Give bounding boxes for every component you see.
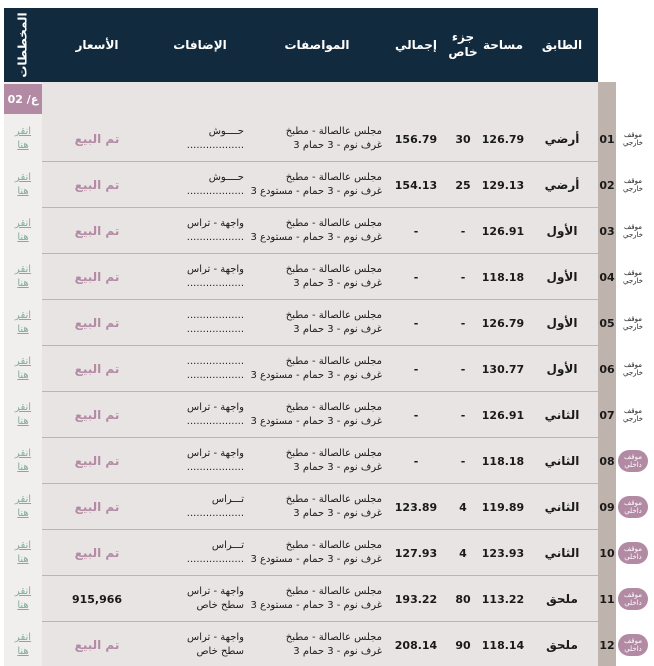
price-cell: تم البيع xyxy=(74,362,120,376)
additions-cell xyxy=(152,392,248,438)
specs-line: 3 غرف نوم - 3 حمام - مستودع xyxy=(250,554,382,565)
table-row xyxy=(42,530,598,576)
additions-cell xyxy=(152,300,248,346)
specs-line: 3 غرف نوم - 3 حمام - مستودع xyxy=(250,186,382,197)
specs-line: مجلس عالصالة - مطبخ xyxy=(285,264,382,275)
row-number: 02 xyxy=(599,178,615,192)
specs-line: مجلس عالصالة - مطبخ xyxy=(285,494,382,505)
private-part-cell: 90 xyxy=(455,638,471,652)
specs-line: مجلس عالصالة - مطبخ xyxy=(285,540,382,551)
area-cell: 126.91 xyxy=(481,408,525,422)
specs-line: 3 غرف نوم - 3 حمام xyxy=(293,462,382,473)
scheme-link-text[interactable]: هنا xyxy=(17,324,29,335)
specs-cell xyxy=(248,162,386,208)
total-cell: - xyxy=(413,316,419,330)
price-cell: 915,966 xyxy=(71,592,123,606)
total-header: إجمالي xyxy=(395,37,437,52)
row-number: 10 xyxy=(599,546,615,560)
total-cell: 127.93 xyxy=(394,546,438,560)
row-number: 11 xyxy=(599,592,615,606)
specs-line: 3 غرف نوم - 3 حمام xyxy=(293,508,382,519)
floor-cell: الثاني xyxy=(544,408,580,422)
table-row xyxy=(42,622,598,666)
parking-badge: موقف خارجي xyxy=(618,220,648,242)
scheme-link-text[interactable]: انقر xyxy=(14,218,32,229)
additions-line: .................. xyxy=(186,508,244,519)
row-number: 03 xyxy=(599,224,615,238)
scheme-link[interactable] xyxy=(4,346,42,392)
parking-badge: موقف داخلي xyxy=(618,542,648,564)
scheme-link-text[interactable]: انقر xyxy=(14,632,32,643)
area-cell: 118.14 xyxy=(481,638,525,652)
scheme-link-text[interactable]: انقر xyxy=(14,126,32,137)
total-cell: 193.22 xyxy=(394,592,438,606)
table-row xyxy=(42,208,598,254)
price-cell: تم البيع xyxy=(74,178,120,192)
total-cell: - xyxy=(413,408,419,422)
additions-cell xyxy=(152,116,248,162)
table-row xyxy=(42,576,598,622)
private-part-cell: - xyxy=(460,362,466,376)
private-part-header: جزء خاص xyxy=(448,30,478,59)
specs-cell xyxy=(248,576,386,622)
additions-cell xyxy=(152,346,248,392)
parking-badge: موقف خارجي xyxy=(618,266,648,288)
specs-cell xyxy=(248,254,386,300)
additions-line: سطح خاص xyxy=(196,600,244,611)
parking-badge: موقف خارجي xyxy=(618,312,648,334)
area-cell: 123.93 xyxy=(481,546,525,560)
specs-header: المواصفات xyxy=(284,37,350,52)
floor-cell: أرضي xyxy=(544,132,580,146)
price-cell: تم البيع xyxy=(74,408,120,422)
row-number: 08 xyxy=(599,454,615,468)
private-part-cell: 4 xyxy=(459,546,467,560)
scheme-link[interactable] xyxy=(4,208,42,254)
specs-cell xyxy=(248,346,386,392)
additions-header: الإضافات xyxy=(173,37,227,52)
additions-line: حــــوش xyxy=(208,172,244,183)
table-row xyxy=(42,438,598,484)
specs-line: 3 غرف نوم - 3 حمام - مستودع xyxy=(250,416,382,427)
scheme-link-text[interactable]: هنا xyxy=(17,278,29,289)
price-cell: تم البيع xyxy=(74,132,120,146)
additions-line: .................. xyxy=(186,370,244,381)
scheme-link-text[interactable]: هنا xyxy=(17,232,29,243)
price-cell: تم البيع xyxy=(74,454,120,468)
row-number: 12 xyxy=(599,638,615,652)
additions-line: واجهة - تراس xyxy=(186,586,244,597)
scheme-link[interactable] xyxy=(4,254,42,300)
additions-line: تـــراس xyxy=(211,494,244,505)
area-cell: 119.89 xyxy=(481,500,525,514)
floor-cell: أرضي xyxy=(544,178,580,192)
floor-header: الطابق xyxy=(541,37,583,52)
specs-line: مجلس عالصالة - مطبخ xyxy=(285,126,382,137)
table-row xyxy=(42,162,598,208)
scheme-link-text[interactable]: انقر xyxy=(14,494,32,505)
area-cell: 126.79 xyxy=(481,132,525,146)
area-cell: 118.18 xyxy=(481,454,525,468)
scheme-link-text[interactable]: هنا xyxy=(17,140,29,151)
scheme-link-text[interactable]: هنا xyxy=(17,462,29,473)
specs-line: 3 غرف نوم - 3 حمام xyxy=(293,646,382,657)
parking-badge: موقف داخلي xyxy=(618,588,648,610)
floor-cell: الأول xyxy=(546,316,578,330)
additions-line: .................. xyxy=(186,554,244,565)
additions-line: .................. xyxy=(186,278,244,289)
price-cell: تم البيع xyxy=(74,500,120,514)
scheme-link-text[interactable]: انقر xyxy=(14,310,32,321)
specs-line: مجلس عالصالة - مطبخ xyxy=(285,402,382,413)
additions-line: .................. xyxy=(186,462,244,473)
table-header xyxy=(42,8,598,82)
area-cell: 129.13 xyxy=(481,178,525,192)
additions-line: .................. xyxy=(186,324,244,335)
private-part-cell: 30 xyxy=(455,132,471,146)
additions-cell xyxy=(152,622,248,666)
additions-line: .................. xyxy=(186,416,244,427)
additions-line: واجهة - تراس xyxy=(186,448,244,459)
additions-line: .................. xyxy=(186,232,244,243)
total-cell: - xyxy=(413,224,419,238)
parking-badge: موقف خارجي xyxy=(618,174,648,196)
parking-badge: موقف خارجي xyxy=(618,404,648,426)
scheme-link[interactable] xyxy=(4,576,42,622)
scheme-link[interactable] xyxy=(4,392,42,438)
private-part-cell: 25 xyxy=(455,178,471,192)
price-cell: تم البيع xyxy=(74,270,120,284)
floor-cell: الثاني xyxy=(544,546,580,560)
table-row xyxy=(42,484,598,530)
table-row xyxy=(42,254,598,300)
scheme-link[interactable] xyxy=(4,116,42,162)
scheme-link-text[interactable]: هنا xyxy=(17,646,29,657)
price-cell: تم البيع xyxy=(74,316,120,330)
row-number: 06 xyxy=(599,362,615,376)
specs-line: مجلس عالصالة - مطبخ xyxy=(285,586,382,597)
table-row xyxy=(42,346,598,392)
table-row xyxy=(42,392,598,438)
specs-cell xyxy=(248,622,386,666)
parking-badge: موقف داخلي xyxy=(618,496,648,518)
floor-cell: الأول xyxy=(546,224,578,238)
scheme-link-text[interactable]: هنا xyxy=(17,186,29,197)
specs-line: 3 غرف نوم - 3 حمام xyxy=(293,140,382,151)
total-cell: - xyxy=(413,454,419,468)
scheme-link-text[interactable]: انقر xyxy=(14,356,32,367)
specs-cell xyxy=(248,208,386,254)
total-cell: 156.79 xyxy=(394,132,438,146)
scheme-link[interactable] xyxy=(4,530,42,576)
specs-line: 3 غرف نوم - 3 حمام xyxy=(293,278,382,289)
scheme-link-text[interactable]: انقر xyxy=(14,264,32,275)
additions-cell xyxy=(152,254,248,300)
additions-cell xyxy=(152,576,248,622)
total-cell: 154.13 xyxy=(394,178,438,192)
additions-line: واجهة - تراس xyxy=(186,632,244,643)
parking-badge: موقف داخلي xyxy=(618,450,648,472)
specs-line: مجلس عالصالة - مطبخ xyxy=(285,218,382,229)
total-cell: 208.14 xyxy=(394,638,438,652)
additions-line: واجهة - تراس xyxy=(186,402,244,413)
scheme-link-text[interactable]: هنا xyxy=(17,416,29,427)
specs-line: 3 غرف نوم - 3 حمام - مستودع xyxy=(250,600,382,611)
specs-line: مجلس عالصالة - مطبخ xyxy=(285,356,382,367)
scheme-link[interactable] xyxy=(4,438,42,484)
floor-cell: الثاني xyxy=(544,454,580,468)
scheme-link-text[interactable]: هنا xyxy=(17,508,29,519)
prices-header: الأسعار xyxy=(75,37,119,52)
scheme-link-text[interactable]: انقر xyxy=(14,402,32,413)
floor-cell: الأول xyxy=(546,362,578,376)
private-part-cell: 80 xyxy=(455,592,471,606)
private-part-cell: - xyxy=(460,408,466,422)
total-cell: - xyxy=(413,270,419,284)
scheme-link[interactable] xyxy=(4,622,42,666)
unit-code-badge: ع/ 02 xyxy=(4,84,42,114)
additions-line: .................. xyxy=(186,186,244,197)
additions-cell xyxy=(152,484,248,530)
area-cell: 130.77 xyxy=(481,362,525,376)
price-cell: تم البيع xyxy=(74,224,120,238)
row-number: 07 xyxy=(599,408,615,422)
specs-line: مجلس عالصالة - مطبخ xyxy=(285,310,382,321)
scheme-link-text[interactable]: هنا xyxy=(17,600,29,611)
specs-line: مجلس عالصالة - مطبخ xyxy=(285,632,382,643)
specs-cell xyxy=(248,438,386,484)
area-cell: 118.18 xyxy=(481,270,525,284)
additions-cell xyxy=(152,530,248,576)
total-cell: 123.89 xyxy=(394,500,438,514)
scheme-link[interactable] xyxy=(4,162,42,208)
total-cell: - xyxy=(413,362,419,376)
private-part-cell: 4 xyxy=(459,500,467,514)
additions-cell xyxy=(152,208,248,254)
additions-line: تـــراس xyxy=(211,540,244,551)
specs-cell xyxy=(248,530,386,576)
additions-line: .................. xyxy=(186,310,244,321)
additions-cell xyxy=(152,438,248,484)
row-number: 05 xyxy=(599,316,615,330)
row-number: 01 xyxy=(599,132,615,146)
additions-cell xyxy=(152,162,248,208)
floor-cell: الثاني xyxy=(544,500,580,514)
area-cell: 126.79 xyxy=(481,316,525,330)
area-cell: 126.91 xyxy=(481,224,525,238)
specs-line: 3 غرف نوم - 3 حمام - مستودع xyxy=(250,232,382,243)
specs-line: 3 غرف نوم - 3 حمام xyxy=(293,324,382,335)
private-part-cell: - xyxy=(460,316,466,330)
scheme-link[interactable] xyxy=(4,484,42,530)
schemes-header-label: المخططات xyxy=(16,12,31,78)
floor-cell: ملحق xyxy=(546,592,578,606)
parking-badge: موقف خارجي xyxy=(618,128,648,150)
row-number: 04 xyxy=(599,270,615,284)
scheme-link-text[interactable]: هنا xyxy=(17,370,29,381)
table-row xyxy=(42,116,598,162)
scheme-link[interactable] xyxy=(4,300,42,346)
price-cell: تم البيع xyxy=(74,546,120,560)
specs-cell xyxy=(248,484,386,530)
additions-line: .................. xyxy=(186,356,244,367)
parking-badge: موقف خارجي xyxy=(618,358,648,380)
specs-line: مجلس عالصالة - مطبخ xyxy=(285,172,382,183)
scheme-link-text[interactable]: انقر xyxy=(14,586,32,597)
scheme-link-text[interactable]: انقر xyxy=(14,172,32,183)
additions-line: حــــوش xyxy=(208,126,244,137)
scheme-link-text[interactable]: هنا xyxy=(17,554,29,565)
scheme-link-text[interactable]: انقر xyxy=(14,448,32,459)
private-part-cell: - xyxy=(460,224,466,238)
additions-line: واجهة - تراس xyxy=(186,218,244,229)
specs-cell xyxy=(248,392,386,438)
floor-cell: ملحق xyxy=(546,638,578,652)
specs-cell xyxy=(248,300,386,346)
private-part-cell: - xyxy=(460,454,466,468)
row-number: 09 xyxy=(599,500,615,514)
table-row xyxy=(42,300,598,346)
scheme-link-text[interactable]: انقر xyxy=(14,540,32,551)
additions-line: سطح خاص xyxy=(196,646,244,657)
area-header: مساحة xyxy=(482,37,524,52)
specs-line: 3 غرف نوم - 3 حمام - مستودع xyxy=(250,370,382,381)
floor-cell: الأول xyxy=(546,270,578,284)
private-part-cell: - xyxy=(460,270,466,284)
additions-line: .................. xyxy=(186,140,244,151)
parking-badge: موقف داخلي xyxy=(618,634,648,656)
area-cell: 113.22 xyxy=(481,592,525,606)
specs-cell xyxy=(248,116,386,162)
additions-line: واجهة - تراس xyxy=(186,264,244,275)
schemes-column-header xyxy=(4,8,42,82)
price-cell: تم البيع xyxy=(74,638,120,652)
specs-line: مجلس عالصالة - مطبخ xyxy=(285,448,382,459)
